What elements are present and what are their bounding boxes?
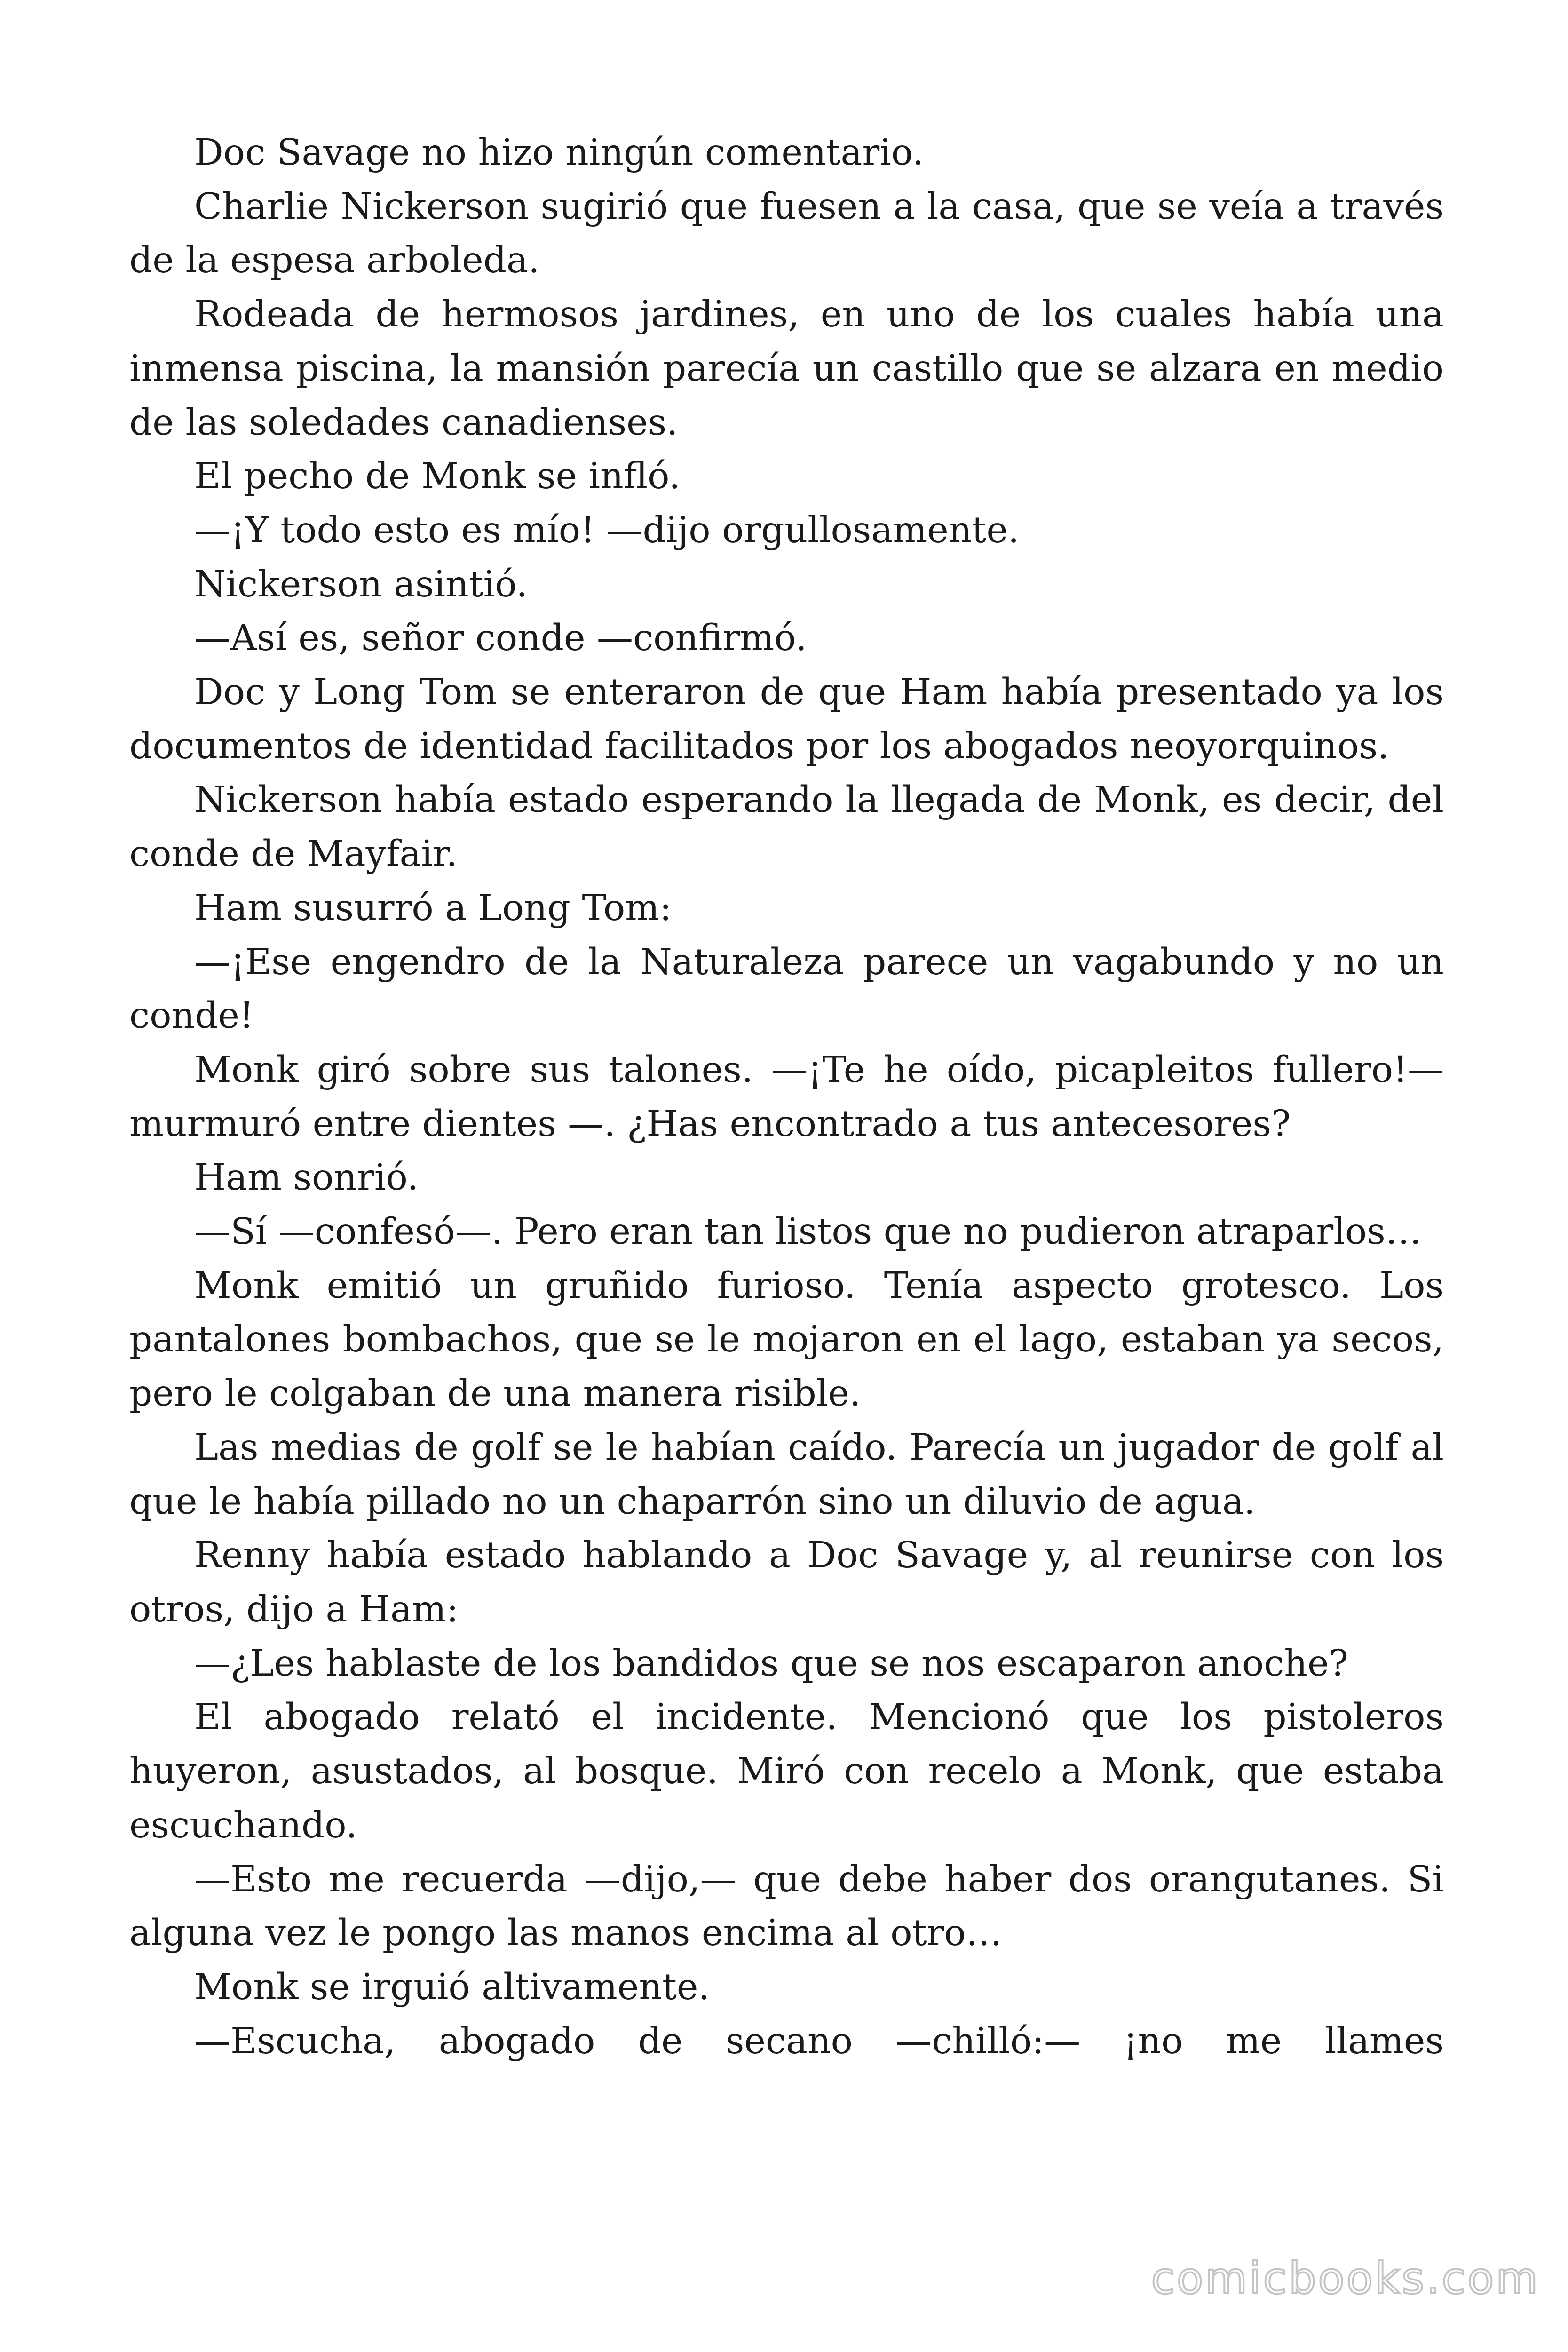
paragraph: —Esto me recuerda —dijo,— que debe haber dos orangutanes. Si alguna vez le pongo las manos encima al otro… bbox=[129, 1858, 1444, 1955]
paragraph: Renny había estado hablando a Doc Savage y, al reunirse con los otros, dijo a Ham: bbox=[129, 1534, 1444, 1630]
paragraph: —¡Ese engendro de la Naturaleza parece un vagabundo y no un conde! bbox=[129, 941, 1444, 1037]
paragraph: Las medias de golf se le habían caído. Parecía un jugador de golf al que le había pillado no un chaparrón sino un diluvio de agua. bbox=[129, 1426, 1444, 1523]
paragraph: —Sí —confesó—. Pero eran tan listos que no pudieron atraparlos… bbox=[194, 1211, 1422, 1253]
paragraph: —Así es, señor conde —confirmó. bbox=[194, 617, 807, 660]
paragraph: Doc Savage no hizo ningún comentario. bbox=[194, 132, 924, 174]
paragraph: Rodeada de hermosos jardines, en uno de los cuales había una inmensa piscina, la mansión parecía un castillo que se alzara en medio de las soledades canadienses. bbox=[129, 294, 1444, 444]
paragraph: El pecho de Monk se infló. bbox=[194, 455, 681, 498]
paragraph: —¿Les hablaste de los bandidos que se nos escaparon anoche? bbox=[194, 1642, 1348, 1685]
watermark: comicbooks.com bbox=[1151, 2253, 1540, 2304]
paragraph: Monk se irguió altivamente. bbox=[194, 1966, 710, 2008]
paragraph: El abogado relató el incidente. Mencionó que los pistoleros huyeron, asustados, al bosque. Miró con recelo a Monk, que estaba escuchando. bbox=[129, 1696, 1444, 1846]
paragraph: Doc y Long Tom se enteraron de que Ham había presentado ya los documentos de identidad facilitados por los abogados neoyorquinos. bbox=[129, 671, 1444, 767]
paragraph: Monk giró sobre sus talones. —¡Te he oído, picapleitos fullero!— murmuró entre dientes —. ¿Has encontrado a tus antecesores? bbox=[129, 1049, 1444, 1145]
paragraph: Nickerson asintió. bbox=[194, 563, 528, 605]
paragraph: Ham sonrió. bbox=[194, 1157, 419, 1199]
paragraph: Nickerson había estado esperando la llegada de Monk, es decir, del conde de Mayfair. bbox=[129, 779, 1444, 875]
body-text bbox=[129, 126, 1444, 2068]
paragraph: Charlie Nickerson sugirió que fuesen a la casa, que se veía a través de la espesa arboleda. bbox=[129, 185, 1444, 282]
paragraph: Monk emitió un gruñido furioso. Tenía aspecto grotesco. Los pantalones bombachos, que se le mojaron en el lago, estaban ya secos, pero le colgaban de una manera risible. bbox=[129, 1264, 1444, 1415]
paragraph: —Escucha, abogado de secano —chilló:— ¡no me llames bbox=[194, 2020, 1444, 2062]
paragraph: —¡Y todo esto es mío! —dijo orgullosamente. bbox=[194, 509, 1020, 551]
paragraph: Ham susurró a Long Tom: bbox=[194, 887, 672, 929]
